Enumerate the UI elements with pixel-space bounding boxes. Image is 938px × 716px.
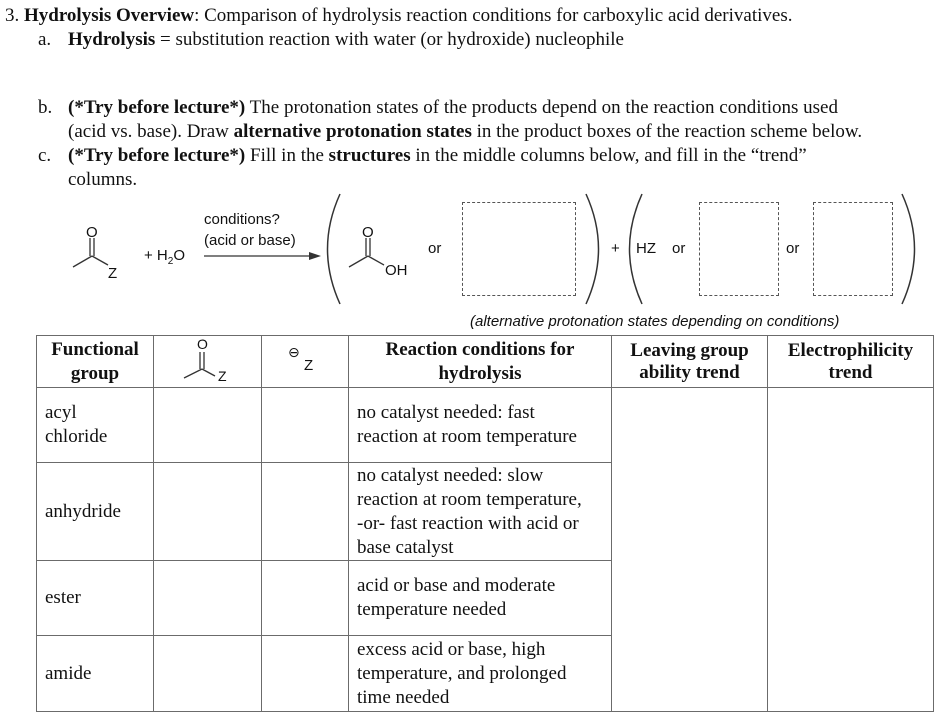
- hydrolysis-table: [36, 335, 934, 712]
- conditions-line: excess acid or base, high: [357, 638, 546, 660]
- item-b-bold2: alternative protonation states: [233, 121, 472, 142]
- acyl-chloride-conditions: [349, 388, 612, 463]
- amide-conditions: [349, 636, 612, 712]
- header-acyl-z-structure: [154, 336, 262, 388]
- acyl-z-structure-icon: [70, 222, 130, 282]
- ester-conditions: [349, 561, 612, 636]
- group-name-line1: anhydride: [45, 500, 121, 522]
- item-c-text3: columns.: [68, 169, 138, 190]
- item-b-line2: [68, 121, 862, 143]
- item-b-text1: The protonation states of the products depend on the reaction conditions used: [245, 97, 838, 118]
- item-c-bold: (*Try before lecture*): [68, 145, 246, 166]
- item-b-text2: (acid vs. base). Draw: [68, 121, 234, 142]
- header-functional-group-line1: Functional: [51, 338, 139, 360]
- item-a-bold: Hydrolysis: [68, 29, 156, 50]
- conditions-line1: conditions?: [204, 211, 280, 228]
- amide-structure-cell[interactable]: [154, 636, 262, 712]
- item-a-text: = substitution reaction with water (or hydroxide) nucleophile: [155, 29, 624, 50]
- section-title-rest: : Comparison of hydrolysis reaction conditions for carboxylic acid derivatives.: [194, 5, 793, 26]
- row-ester-group: [37, 561, 154, 636]
- header-electro-line2: trend: [828, 361, 873, 383]
- header-electrophilicity: [768, 336, 934, 388]
- header-leaving-group: [612, 336, 768, 388]
- ester-anion-cell[interactable]: [262, 561, 349, 636]
- or-label-3: or: [786, 240, 800, 257]
- open-paren-icon: [323, 192, 343, 307]
- acyl-header-z: Z: [218, 368, 227, 384]
- conditions-line: reaction at room temperature,: [357, 488, 582, 510]
- header-functional-group-line2: group: [70, 362, 120, 384]
- item-c-line2: [68, 169, 137, 191]
- close-paren-icon: [583, 192, 603, 307]
- table-header-row: [37, 336, 934, 388]
- electrophilicity-trend-cell[interactable]: [768, 388, 934, 712]
- conditions-line: -or- fast reaction with acid or: [357, 512, 579, 534]
- anhydride-structure-cell[interactable]: [154, 463, 262, 561]
- conditions-line: base catalyst: [357, 536, 454, 558]
- item-c-bold2: structures: [328, 145, 411, 166]
- acyl-chloride-anion-cell[interactable]: [262, 388, 349, 463]
- anhydride-anion-cell[interactable]: [262, 463, 349, 561]
- item-b-marker: b.: [38, 97, 53, 118]
- row-amide-group: [37, 636, 154, 712]
- product-box-1[interactable]: [462, 202, 576, 296]
- conditions-line: no catalyst needed: slow: [357, 464, 544, 486]
- conditions-line2: (acid or base): [204, 232, 296, 249]
- header-functional-group: [37, 336, 154, 388]
- item-c-line1: [38, 145, 807, 167]
- product-oh-label: OH: [385, 262, 408, 279]
- header-leaving-line2: ability trend: [639, 361, 740, 383]
- water-subscript: 2: [167, 256, 174, 267]
- conditions-line: temperature needed: [357, 599, 507, 620]
- section-title: [5, 5, 792, 27]
- reactant-oxygen-label: O: [86, 224, 98, 241]
- section-number: 3.: [5, 5, 20, 26]
- product-oxygen-label: O: [362, 224, 374, 241]
- close-paren-icon-2: [899, 192, 919, 307]
- conditions-line: temperature, and prolonged: [357, 662, 567, 684]
- header-anion-z: [262, 336, 349, 388]
- group-name-line1: ester: [45, 587, 81, 608]
- section-title-bold: Hydrolysis Overview: [24, 5, 195, 26]
- item-a: [38, 29, 624, 51]
- reactant-z-label: Z: [108, 265, 118, 282]
- header-reaction-conditions: [349, 336, 612, 388]
- conditions-line: no catalyst needed: fast: [357, 402, 535, 423]
- header-electro-line1: Electrophilicity: [787, 339, 914, 361]
- hz-label: HZ: [636, 240, 656, 257]
- negative-charge-icon: ⊖: [288, 344, 300, 360]
- item-b-line1: [38, 97, 838, 119]
- scheme-caption: (alternative protonation states depending on conditions): [470, 313, 840, 330]
- item-a-marker: a.: [38, 29, 52, 50]
- conditions-line: time needed: [357, 686, 450, 708]
- amide-anion-cell[interactable]: [262, 636, 349, 712]
- header-leaving-line1: Leaving group: [630, 339, 749, 361]
- group-name-line2: chloride: [45, 426, 108, 447]
- row-anhydride-group: [37, 463, 154, 561]
- conditions-line: reaction at room temperature: [357, 426, 577, 447]
- water-label: [144, 247, 185, 271]
- item-b-text3: in the product boxes of the reaction scheme below.: [471, 121, 863, 142]
- row-acyl-chloride-group: [37, 388, 154, 463]
- conditions-line: acid or base and moderate: [357, 575, 556, 596]
- leaving-group-trend-cell[interactable]: [612, 388, 768, 712]
- or-label-2: or: [672, 240, 686, 257]
- anion-z-label: Z: [304, 357, 314, 374]
- water-h: + H: [144, 247, 168, 264]
- group-name-line1: amide: [45, 662, 92, 684]
- item-c-text1: Fill in the: [245, 145, 329, 166]
- or-label-1: or: [428, 240, 442, 257]
- plus-label: +: [611, 240, 620, 257]
- item-c-text2: in the middle columns below, and fill in the “trend”: [410, 145, 807, 166]
- product-box-2[interactable]: [699, 202, 779, 296]
- header-conditions-line2: hydrolysis: [438, 362, 522, 384]
- product-box-3[interactable]: [813, 202, 893, 296]
- item-c-marker: c.: [38, 145, 52, 166]
- header-conditions-line1: Reaction conditions for: [385, 338, 575, 360]
- item-b-bold: (*Try before lecture*): [68, 97, 246, 118]
- anhydride-conditions: [349, 463, 612, 561]
- acyl-chloride-structure-cell[interactable]: [154, 388, 262, 463]
- water-o: O: [173, 247, 185, 264]
- acyl-header-o: O: [197, 336, 208, 352]
- ester-structure-cell[interactable]: [154, 561, 262, 636]
- table-row: [37, 388, 934, 463]
- reaction-arrow-icon: [204, 251, 324, 261]
- group-name-line1: acyl: [45, 402, 77, 423]
